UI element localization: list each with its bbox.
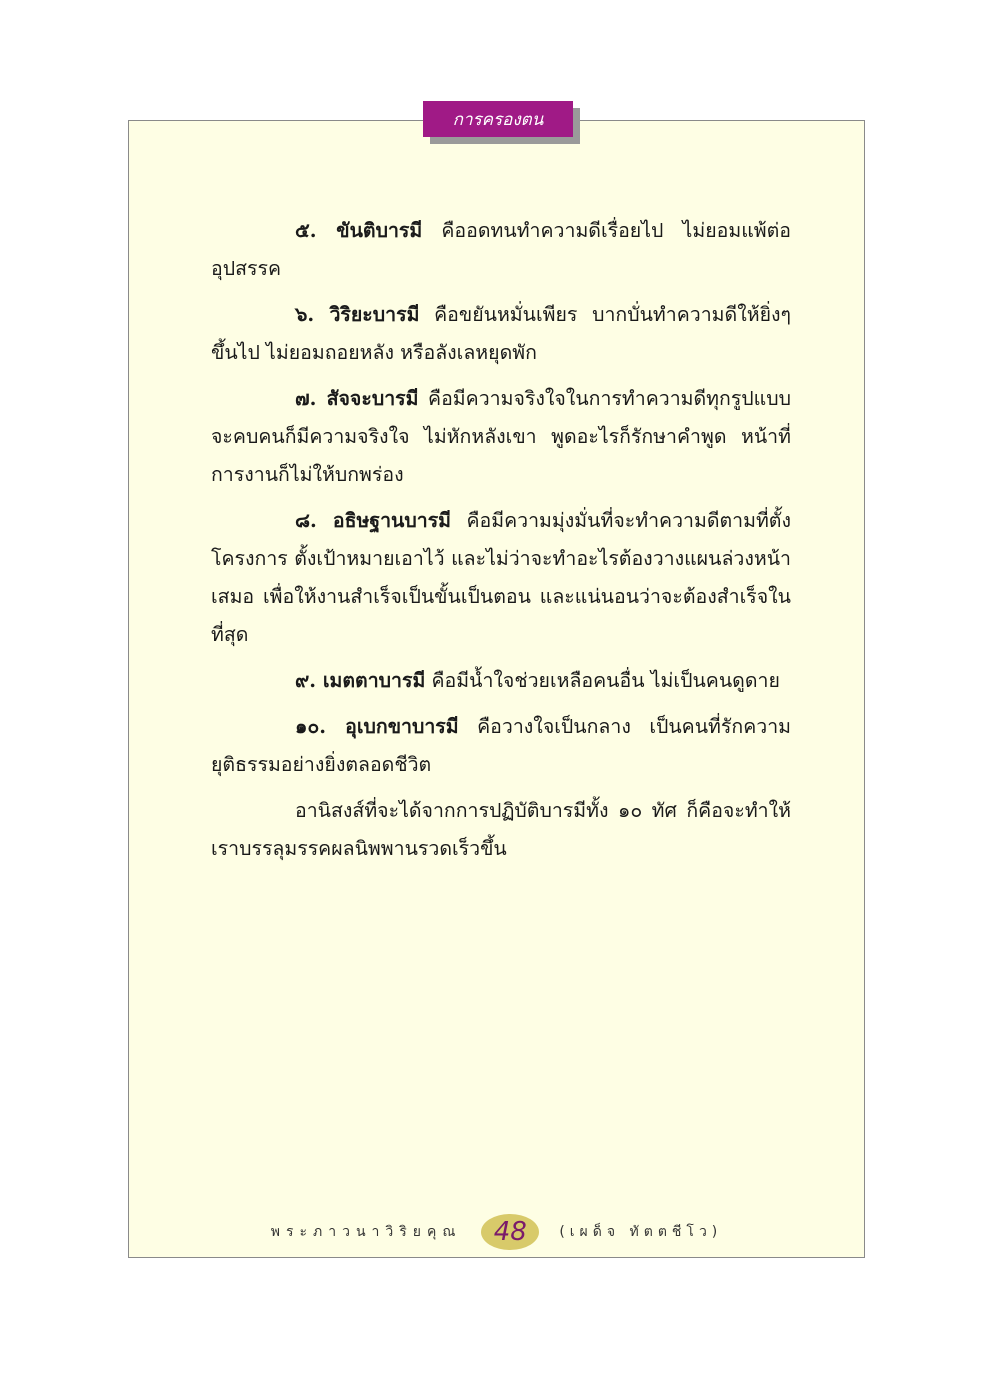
body-text [211, 212, 791, 876]
paragraph-body: คือวางใจเป็นกลาง เป็นคนที่รักความยุติธรรมอย่างยิ่งตลอดชีวิต [211, 715, 791, 776]
paragraph-viriya [211, 296, 791, 372]
paragraph-body: คืออดทนทำความดีเรื่อยไป ไม่ยอมแพ้ต่ออุปสรรค [211, 219, 791, 280]
paragraph-sacca [211, 380, 791, 494]
header-tab-label: การครองตน [452, 109, 544, 130]
page-footer [128, 1212, 865, 1252]
paragraph-upekkha [211, 708, 791, 784]
header-tab [423, 101, 573, 137]
page-number-badge [481, 1214, 539, 1250]
paragraph-heading: ๕. ขันติบารมี [295, 219, 423, 242]
footer-author: (เผด็จ ทัตตชีโว) [559, 1224, 723, 1240]
paragraph-adhitthana [211, 502, 791, 654]
paragraph-heading: ๗. สัจจะบารมี [295, 387, 419, 410]
footer-book-title: พระภาวนาวิริยคุณ [270, 1224, 462, 1240]
paragraph-heading: ๙. เมตตาบารมี [295, 669, 426, 692]
paragraph-khanti [211, 212, 791, 288]
paragraph-heading: ๑๐. อุเบกขาบารมี [295, 715, 459, 738]
paragraph-body: คือมีความจริงใจในการทำความดีทุกรูปแบบ จะคบคนก็มีความจริงใจ ไม่หักหลังเขา พูดอะไรก็รักษาคำพูด หน้าที่การงานก็ไม่ให้บกพร่อง [211, 387, 791, 486]
paragraph-heading: ๘. อธิษฐานบารมี [295, 509, 452, 532]
paragraph-body: อานิสงส์ที่จะได้จากการปฏิบัติบารมีทั้ง ๑๐ ทัศ ก็คือจะทำให้เราบรรลุมรรคผลนิพพานรวดเร็วขึ้น [211, 799, 791, 860]
paragraph-heading: ๖. วิริยะบารมี [295, 303, 420, 326]
page-number: 48 [493, 1217, 527, 1247]
paragraph-body: คือมีน้ำใจช่วยเหลือคนอื่น ไม่เป็นคนดูดาย [425, 669, 780, 692]
paragraph-body: คือขยันหมั่นเพียร บากบั่นทำความดีให้ยิ่งๆ ขึ้นไป ไม่ยอมถอยหลัง หรือลังเลหยุดพัก [211, 303, 791, 364]
paragraph-anisong [211, 792, 791, 868]
paragraph-body: คือมีความมุ่งมั่นที่จะทำความดีตามที่ตั้งโครงการ ตั้งเป้าหมายเอาไว้ และไม่ว่าจะทำอะไรต้องวางแผนล่วงหน้าเสมอ เพื่อให้งานสำเร็จเป็นขั้นเป็นตอน และแน่นอนว่าจะต้องสำเร็จในที่สุด [211, 509, 791, 646]
paragraph-metta [211, 662, 791, 700]
